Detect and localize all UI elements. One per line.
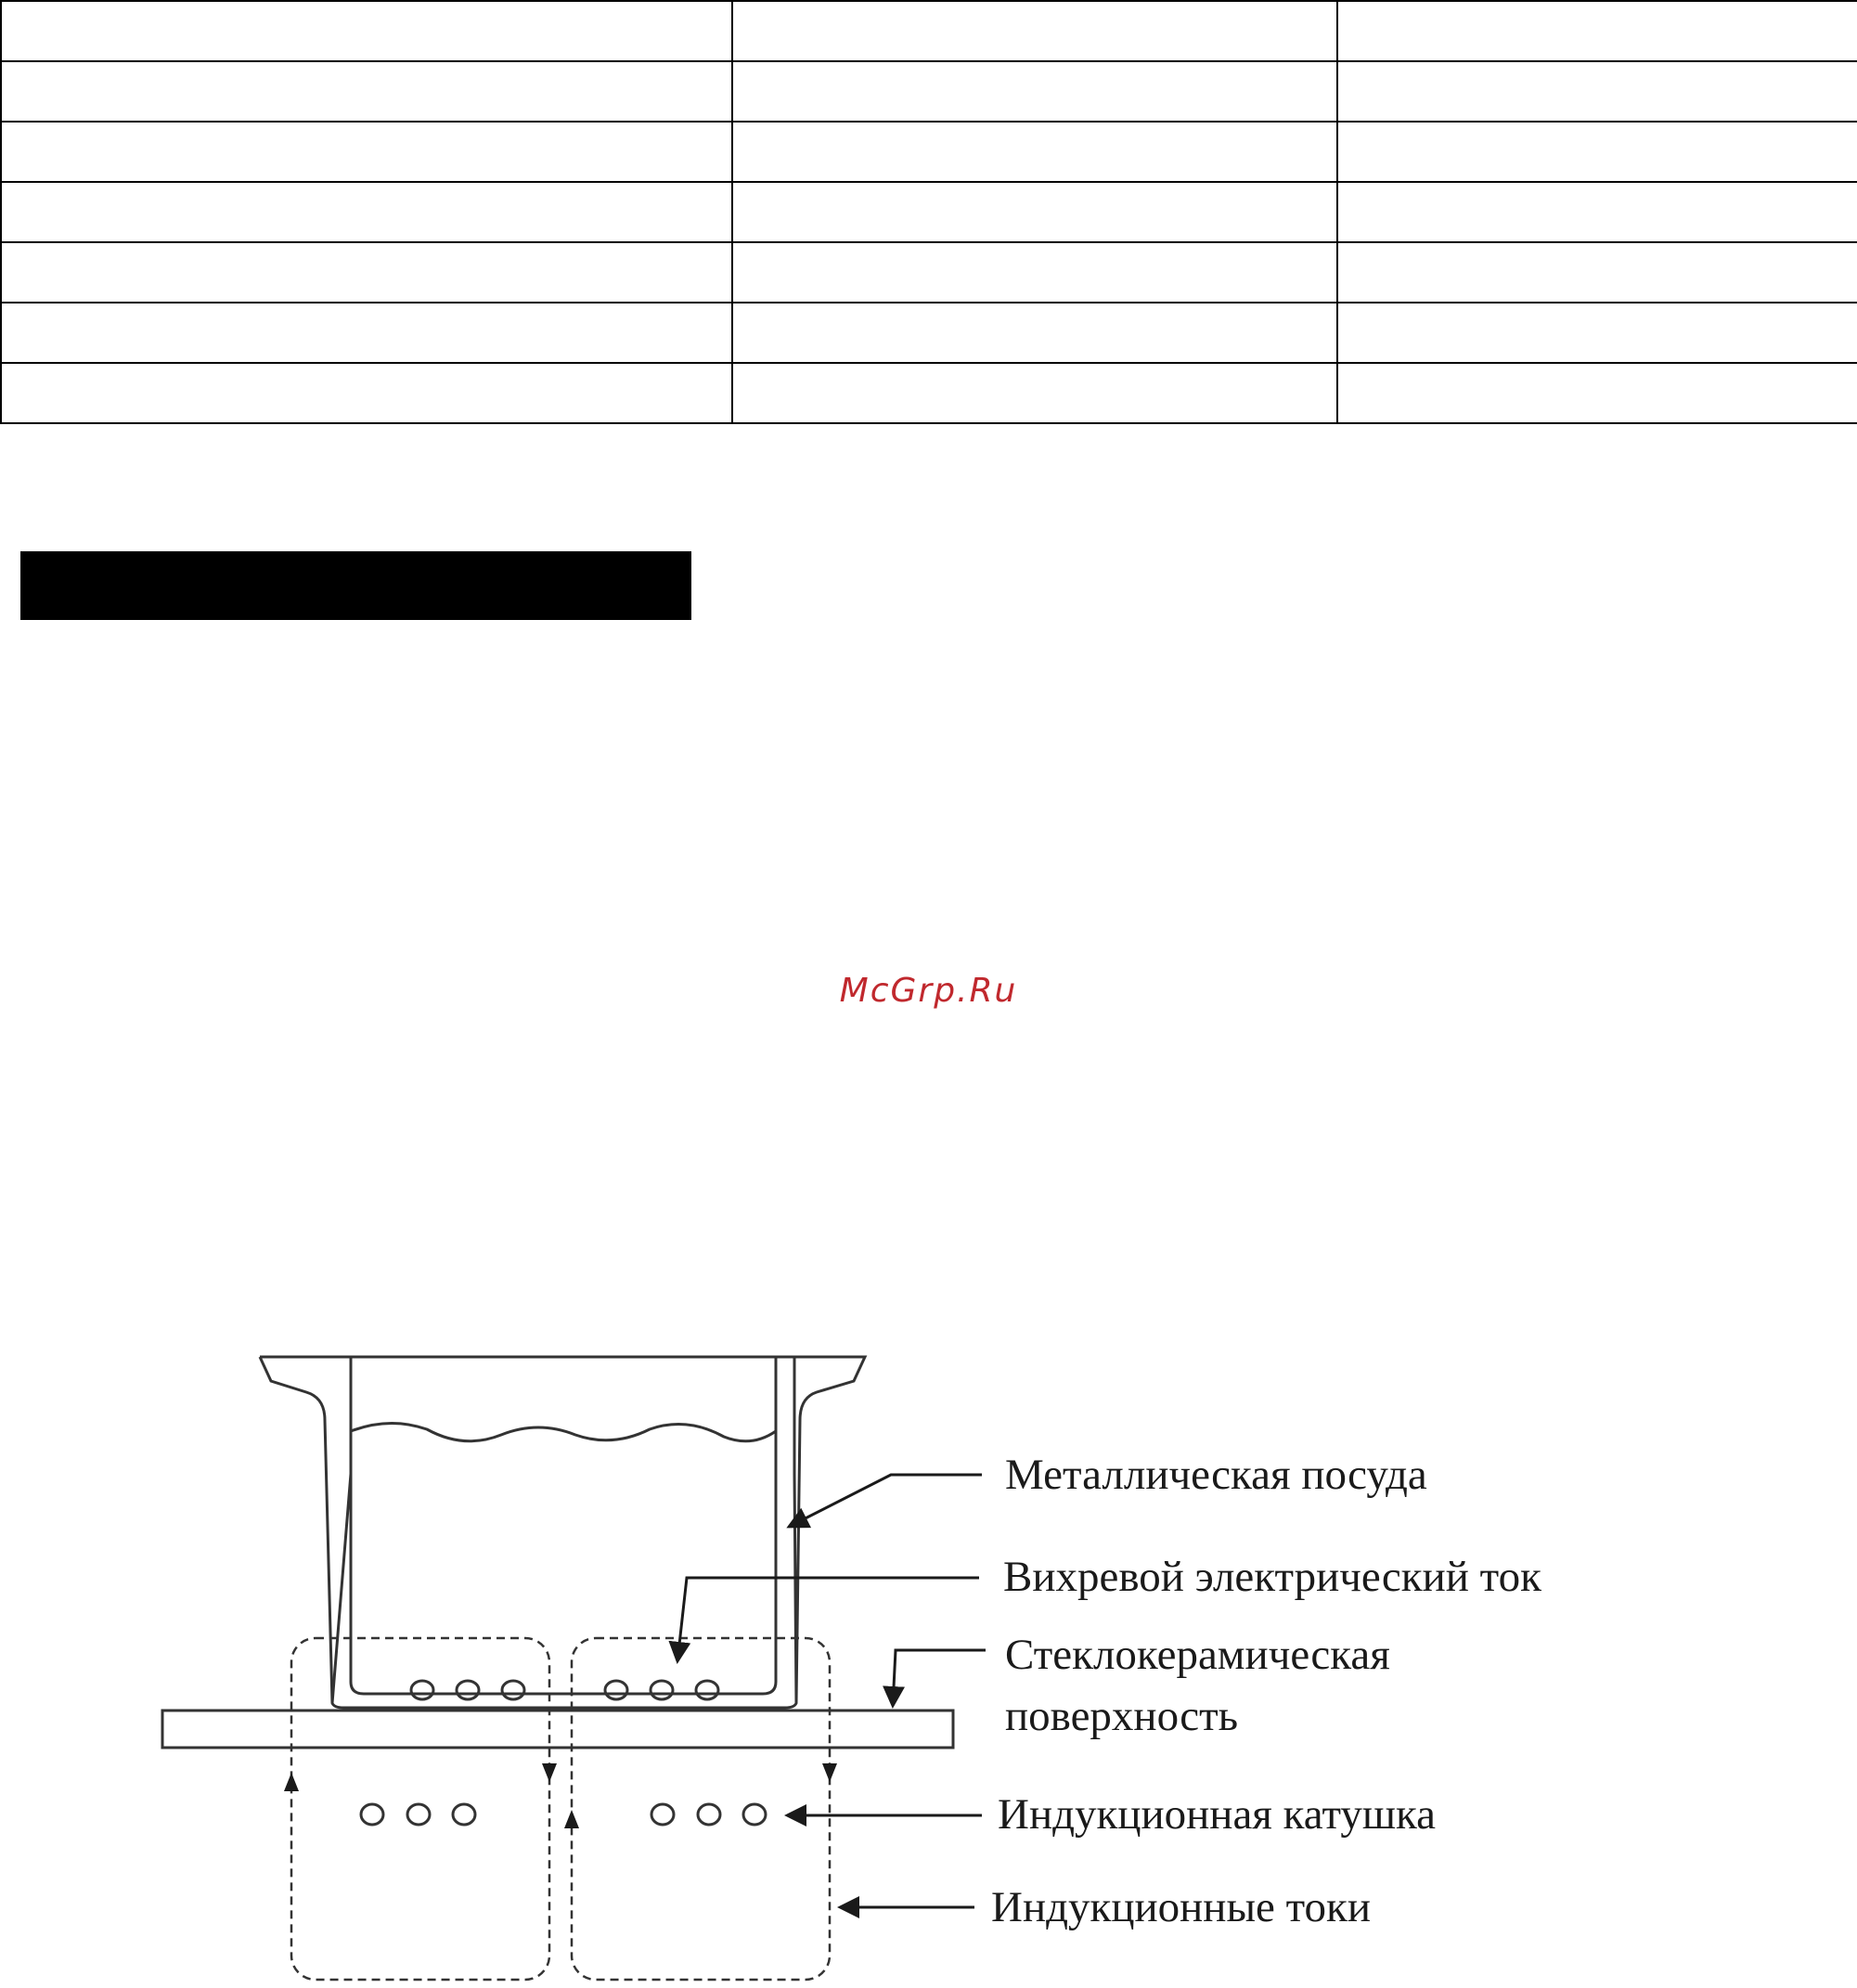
table-cell xyxy=(732,61,1337,122)
table-cell xyxy=(1337,242,1857,303)
table-cell xyxy=(1,303,732,363)
loop-arrows xyxy=(284,1763,837,1828)
induction-current-loops xyxy=(291,1638,830,1980)
watermark: McGrp.Ru xyxy=(839,972,1018,1010)
coil-circles xyxy=(361,1804,766,1825)
leader-lines xyxy=(677,1475,986,1907)
table-cell xyxy=(732,182,1337,242)
label-induction-coil: Индукционная катушка xyxy=(998,1790,1437,1839)
liquid-wave xyxy=(351,1423,776,1440)
table-cell xyxy=(1,182,732,242)
section-header-bar xyxy=(20,551,691,620)
table-cell xyxy=(732,1,1337,61)
table-row xyxy=(1,1,1857,61)
glass-ceramic-plate xyxy=(162,1710,953,1748)
table-cell xyxy=(1,242,732,303)
table-cell xyxy=(1337,1,1857,61)
table-cell xyxy=(732,303,1337,363)
pot-outline xyxy=(260,1357,865,1708)
table-cell xyxy=(732,363,1337,423)
table-cell xyxy=(1,61,732,122)
table-row xyxy=(1,303,1857,363)
label-induction-currents: Индукционные токи xyxy=(991,1883,1372,1931)
table-cell xyxy=(1,1,732,61)
label-eddy-current: Вихревой электрический ток xyxy=(1003,1553,1541,1601)
table-cell xyxy=(1337,303,1857,363)
table-cell xyxy=(732,242,1337,303)
table-row xyxy=(1,182,1857,242)
label-metal-cookware: Металлическая посуда xyxy=(1005,1451,1427,1499)
table-cell xyxy=(1,363,732,423)
label-glass-ceramic-line2: поверхность xyxy=(1005,1692,1239,1740)
label-glass-ceramic-line1: Стеклокерамическая xyxy=(1005,1631,1390,1679)
induction-diagram-svg xyxy=(0,1336,1857,1988)
induction-diagram xyxy=(0,1336,1857,1988)
table-cell xyxy=(1337,122,1857,182)
table-cell xyxy=(1,122,732,182)
table-cell xyxy=(1337,363,1857,423)
eddy-current-circles xyxy=(411,1681,718,1699)
table-row xyxy=(1,363,1857,423)
table-row xyxy=(1,242,1857,303)
table-cell xyxy=(1337,182,1857,242)
table-row xyxy=(1,61,1857,122)
table-row xyxy=(1,122,1857,182)
blank-table xyxy=(0,0,1857,424)
table-cell xyxy=(732,122,1337,182)
table-cell xyxy=(1337,61,1857,122)
